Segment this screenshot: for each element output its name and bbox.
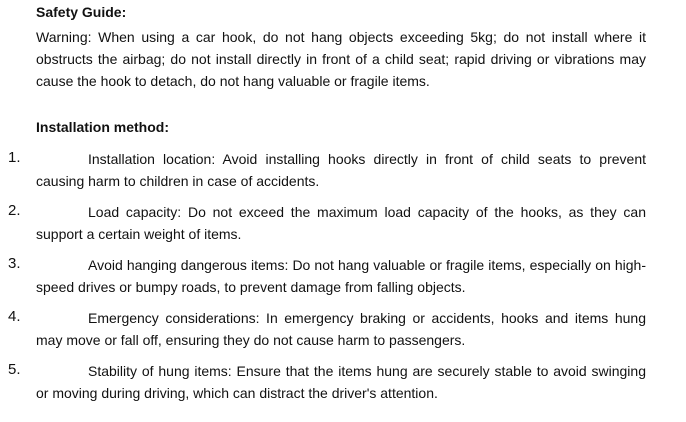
step-text: Stability of hung items: Ensure that the items hung are securely stable to avoid swinging or moving during driving, which can distract the driver's attention. xyxy=(36,363,646,401)
installation-method-heading: Installation method: xyxy=(36,119,169,135)
safety-guide-heading: Safety Guide: xyxy=(36,4,127,20)
installation-step xyxy=(0,360,686,406)
installation-step xyxy=(0,254,686,300)
step-number: 3. xyxy=(8,255,21,272)
step-text: Avoid hanging dangerous items: Do not hang valuable or fragile items, especially on high-speed drives or bumpy roads, to prevent damage from falling objects. xyxy=(36,257,646,295)
step-number: 1. xyxy=(8,149,21,166)
installation-step xyxy=(0,148,686,194)
step-number: 5. xyxy=(8,361,21,378)
installation-step xyxy=(0,201,686,247)
step-number: 2. xyxy=(8,202,21,219)
step-number: 4. xyxy=(8,308,21,325)
step-text: Emergency considerations: In emergency braking or accidents, hooks and items hung may move or fall off, ensuring they do not cause harm to passengers. xyxy=(36,310,646,348)
safety-warning-paragraph: Warning: When using a car hook, do not hang objects exceeding 5kg; do not install where it obstructs the airbag; do not install directly in front of a child seat; rapid driving or vibrations may cause the hook to detach, do not hang valuable or fragile items. xyxy=(36,29,646,89)
step-text: Load capacity: Do not exceed the maximum load capacity of the hooks, as they can support a certain weight of items. xyxy=(36,204,646,242)
step-text: Installation location: Avoid installing hooks directly in front of child seats to prevent causing harm to children in case of accidents. xyxy=(36,151,646,189)
installation-step xyxy=(0,307,686,353)
